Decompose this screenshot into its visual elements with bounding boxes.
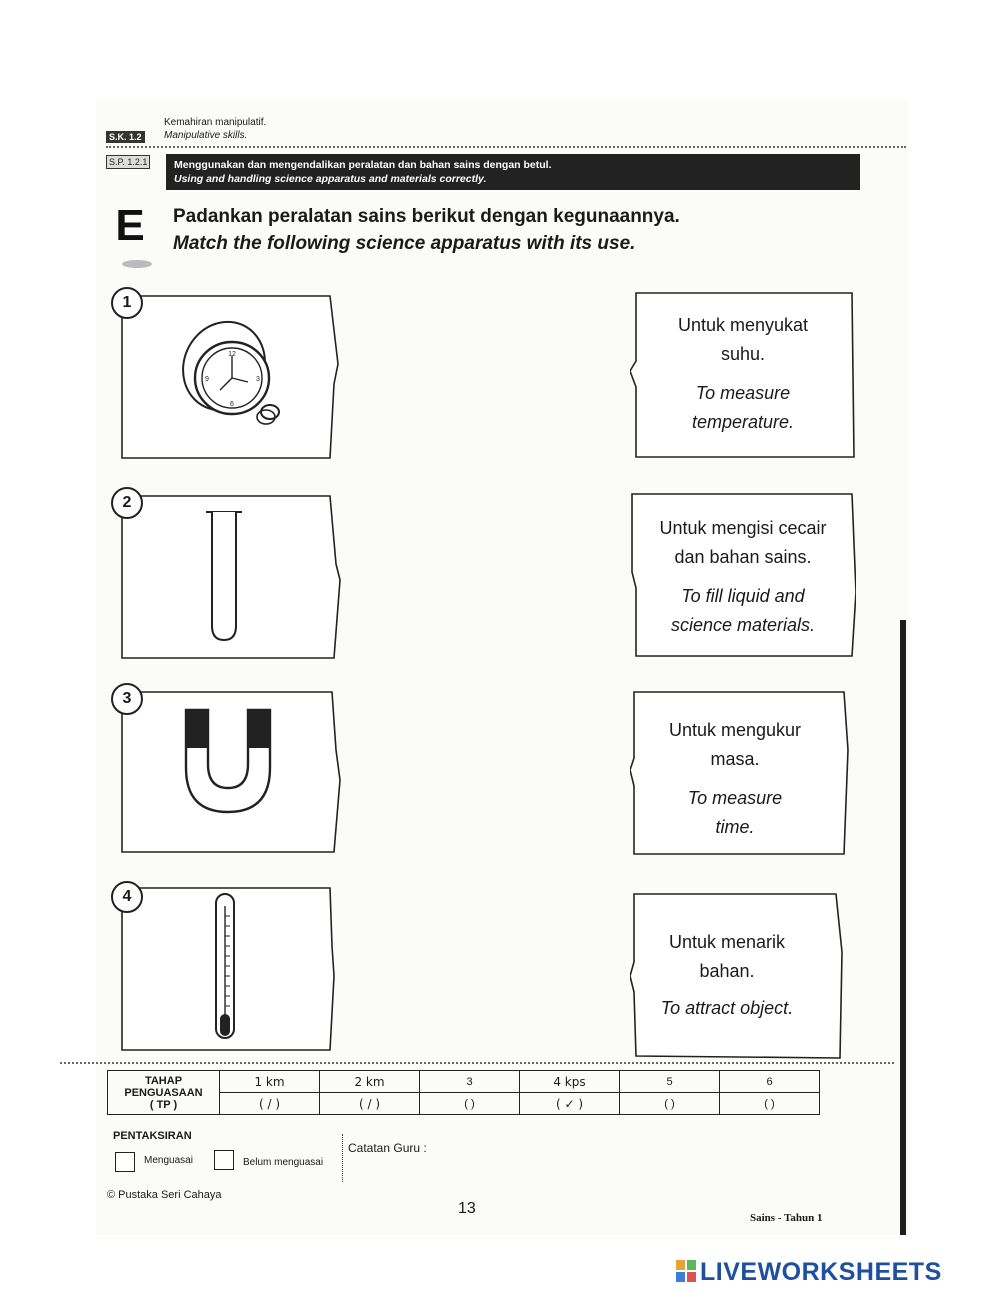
use-1-en-line1: To measure	[695, 383, 791, 403]
use-4-en-line1: To attract object.	[660, 998, 794, 1018]
use-text-1	[630, 311, 856, 437]
use-4-ms-line2: bahan.	[699, 961, 755, 981]
use-2-en-line2: science materials.	[670, 615, 816, 635]
tp-mark-1[interactable]: ( / )	[220, 1093, 320, 1115]
apparatus-box-1[interactable]	[120, 294, 344, 460]
skill-en: Manipulative skills.	[164, 130, 248, 141]
page-number: 13	[458, 1200, 476, 1217]
brand-wordmark[interactable]: LIVEWORKSHEETS	[700, 1258, 942, 1286]
tp-level-5: 5	[620, 1071, 720, 1093]
assessment-separator	[342, 1134, 343, 1182]
use-box-2[interactable]	[630, 492, 856, 658]
standard-en: Using and handling science apparatus and materials correctly.	[174, 173, 487, 185]
use-box-3[interactable]	[630, 690, 856, 856]
svg-text:3: 3	[256, 376, 260, 383]
pocket-watch-icon	[168, 316, 298, 436]
use-box-1[interactable]	[630, 291, 856, 459]
svg-text:9: 9	[205, 376, 209, 383]
belum-menguasai-label: Belum menguasai	[243, 1157, 324, 1168]
use-2-en-line1: To fill liquid and	[681, 586, 805, 606]
use-4-ms-line1: Untuk menarik	[668, 932, 786, 952]
belum-menguasai-checkbox[interactable]	[214, 1150, 234, 1170]
apparatus-box-3[interactable]	[120, 690, 344, 856]
standard-ms: Menggunakan dan mengendalikan peralatan dan bahan sains dengan betul.	[174, 159, 552, 171]
use-2-ms-line1: Untuk mengisi cecair	[659, 518, 827, 538]
use-1-ms-line1: Untuk menyukat	[677, 315, 809, 335]
instruction-ms: Padankan peralatan sains berikut dengan kegunaannya.	[173, 206, 680, 227]
use-text-4	[614, 928, 840, 1023]
tp-mark-6[interactable]: ( )	[720, 1093, 820, 1115]
divider-top	[106, 146, 906, 148]
tp-level-2: 2 km	[320, 1071, 420, 1093]
tp-mark-2[interactable]: ( / )	[320, 1093, 420, 1115]
use-3-ms-line1: Untuk mengukur	[668, 720, 802, 740]
assessment-label: PENTAKSIRAN	[113, 1130, 192, 1142]
apparatus-box-4[interactable]	[120, 886, 344, 1052]
tp-label-2: PENGUASAAN	[124, 1086, 203, 1099]
mastery-level-table	[107, 1070, 820, 1115]
tp-mark-3[interactable]: ( )	[420, 1093, 520, 1115]
use-3-en-line2: time.	[715, 817, 755, 837]
apparatus-number-4: 4	[111, 881, 143, 913]
test-tube-icon	[204, 506, 244, 646]
apparatus-number-3: 3	[111, 683, 143, 715]
svg-text:12: 12	[228, 351, 236, 358]
liveworksheets-logo-icon	[676, 1260, 696, 1282]
apparatus-box-2[interactable]	[120, 494, 344, 660]
divider-bottom	[60, 1062, 894, 1064]
horseshoe-magnet-icon	[180, 708, 276, 820]
teacher-notes-label: Catatan Guru :	[348, 1141, 427, 1155]
use-text-3	[622, 716, 848, 842]
menguasai-label: Menguasai	[144, 1155, 193, 1166]
tp-label-1: TAHAP	[144, 1074, 183, 1087]
page-edge	[900, 620, 906, 1235]
subject-footer: Sains - Tahun 1	[750, 1212, 823, 1224]
tp-mark-5[interactable]: ( )	[620, 1093, 720, 1115]
use-3-ms-line2: masa.	[710, 749, 760, 769]
section-letter: E	[104, 198, 156, 260]
skill-ms: Kemahiran manipulatif.	[164, 117, 267, 128]
tp-level-6: 6	[720, 1071, 820, 1093]
standard-bar	[166, 154, 860, 190]
sp-badge: S.P. 1.2.1	[106, 155, 150, 169]
copyright: © Pustaka Seri Cahaya	[107, 1189, 222, 1201]
use-1-en-line2: temperature.	[691, 412, 795, 432]
apparatus-number-2: 2	[111, 487, 143, 519]
tp-label-3: ( TP )	[149, 1098, 178, 1111]
tp-mark-4[interactable]: ( ✓ )	[520, 1093, 620, 1115]
sk-badge: S.K. 1.2	[106, 131, 145, 143]
use-3-en-line1: To measure	[687, 788, 783, 808]
apparatus-number-1: 1	[111, 287, 143, 319]
tp-label	[108, 1071, 220, 1115]
skill-heading	[164, 116, 266, 142]
use-2-ms-line2: dan bahan sains.	[674, 547, 812, 567]
worksheet-page	[96, 100, 908, 1235]
tp-level-4: 4 kps	[520, 1071, 620, 1093]
thermometer-icon	[212, 892, 238, 1042]
svg-text:6: 6	[230, 401, 234, 408]
use-text-2	[630, 514, 856, 640]
menguasai-checkbox[interactable]	[115, 1152, 135, 1172]
tp-level-1: 1 km	[220, 1071, 320, 1093]
tp-level-3: 3	[420, 1071, 520, 1093]
instruction-en: Match the following science apparatus with its use.	[173, 233, 636, 254]
use-box-4[interactable]	[630, 892, 856, 1060]
use-1-ms-line2: suhu.	[720, 344, 766, 364]
